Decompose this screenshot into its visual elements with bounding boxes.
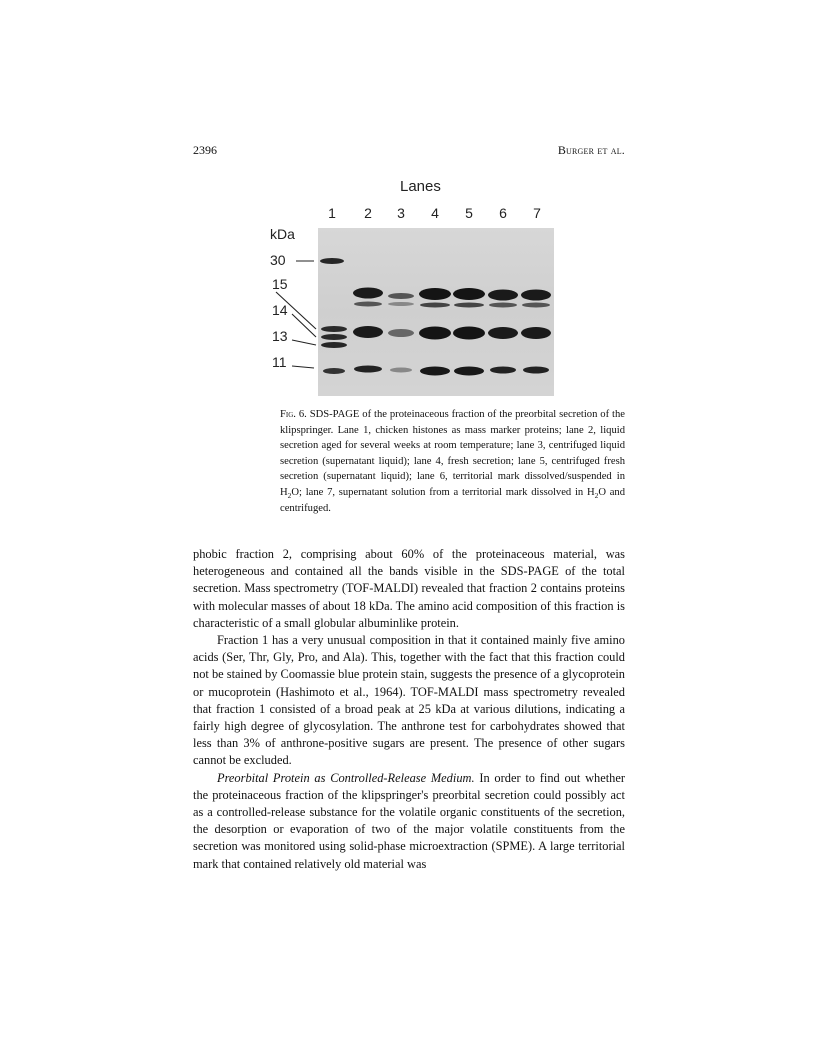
band (388, 302, 414, 306)
band (522, 303, 550, 308)
marker-15-label: 15 (272, 276, 288, 292)
paragraph-3 (193, 770, 625, 873)
lane-number-4: 4 (431, 205, 439, 221)
marker-13-label: 13 (272, 328, 288, 344)
figure-label: Fig. 6. (280, 409, 307, 420)
band (321, 326, 347, 332)
band (453, 327, 485, 340)
caption-subscript-b: 2 (594, 491, 599, 501)
paragraph-2: Fraction 1 has a very unusual composition in that it contained mainly five amino acids (Ser, Thr, Gly, Pro, and Ala). This, together with the fact that this fraction could not be stained by Coomassie blue protein stain, suggests the presence of a glycoprotein or mucoprotein (Hashimoto et al., 1964). TOF-MALDI mass spectrometry revealed that fraction 1 consisted of a broad peak at 25 kDa at various dilutions, indicating a fairly high degree of glycosylation. The anthrone test for carbohydrates showed that less than 3% of anthrone-positive sugars are present. The presence of other sugars cannot be excluded. (193, 633, 625, 768)
caption-text-2: O; lane 7, supernatant solution from a territorial mark dissolved in H (291, 486, 595, 498)
lane-number-3: 3 (397, 205, 405, 221)
caption-text-1: SDS-PAGE of the proteinaceous fraction of the preorbital secretion of the klipspringer. Lane 1, chicken histones as mass marker proteins; lane 2, liquid secretion aged for several weeks at room temperature; lane 3, centrifuged liquid secretion (supernatant liquid); lane 4, fresh secretion; lane 5, centrifuged fresh secretion (supernatant liquid); lane 6, territorial mark dissolved/suspended in H (280, 409, 625, 498)
body-text (193, 546, 625, 873)
lane-number-6: 6 (499, 205, 507, 221)
marker-13-line (292, 340, 316, 345)
band (454, 303, 484, 308)
caption-subscript-a: 2 (287, 491, 292, 501)
marker-14-label: 14 (272, 302, 288, 318)
lanes-title: Lanes (400, 178, 441, 195)
band (420, 303, 450, 308)
band (320, 258, 344, 264)
marker-11-label: 11 (272, 354, 287, 370)
paragraph-3-text: In order to find out whether the proteinaceous fraction of the klipspringer's preorbital secretion could possibly act as a controlled-release substance for the volatile organic constituents of the secretion, the desorption or evaporation of two of the major volatile constituents from the secretion was monitored using solid-phase microextraction (SPME). A large territorial mark that contained relatively old material was (193, 770, 625, 871)
band (354, 366, 382, 373)
lane-number-1: 1 (328, 205, 336, 221)
band (523, 367, 549, 374)
band (419, 327, 451, 340)
lane-number-5: 5 (465, 205, 473, 221)
caption-text-3: O and centrifuged. (280, 486, 625, 514)
band (521, 327, 551, 339)
marker-11-line (292, 366, 314, 368)
band (390, 368, 412, 373)
band (323, 368, 345, 374)
band (388, 293, 414, 299)
band (454, 367, 484, 376)
marker-30-label: 30 (270, 252, 286, 268)
band (353, 288, 383, 299)
band (321, 342, 347, 348)
gel-bands (320, 258, 551, 376)
band (489, 303, 517, 308)
figure-caption (280, 407, 625, 516)
band (420, 367, 450, 376)
band (321, 334, 347, 340)
gel-figure (250, 172, 570, 402)
section-heading: Preorbital Protein as Controlled-Release Medium. (217, 770, 475, 785)
band (453, 288, 485, 300)
paragraph-1: phobic fraction 2, comprising about 60% of the proteinaceous material, was heterogeneous and contained all the bands visible in the SDS-PAGE of the total secretion. Mass spectrometry (TOF-MALDI) revealed that fraction 2 contains proteins with molecular masses of about 18 kDa. The amino acid composition of this fraction is characteristic of a small globular albuminlike protein. (193, 547, 625, 630)
gel-drawing (250, 172, 570, 402)
band (388, 329, 414, 337)
band (521, 290, 551, 301)
kda-label: kDa (270, 226, 295, 242)
band (419, 288, 451, 300)
running-head: Burger et al. (557, 143, 625, 157)
band (488, 290, 518, 301)
band (490, 367, 516, 374)
lane-number-7: 7 (533, 205, 541, 221)
page-header (193, 143, 625, 161)
band (488, 327, 518, 339)
lane-number-2: 2 (364, 205, 372, 221)
page-number: 2396 (193, 143, 217, 157)
band (353, 326, 383, 338)
band (354, 302, 382, 307)
